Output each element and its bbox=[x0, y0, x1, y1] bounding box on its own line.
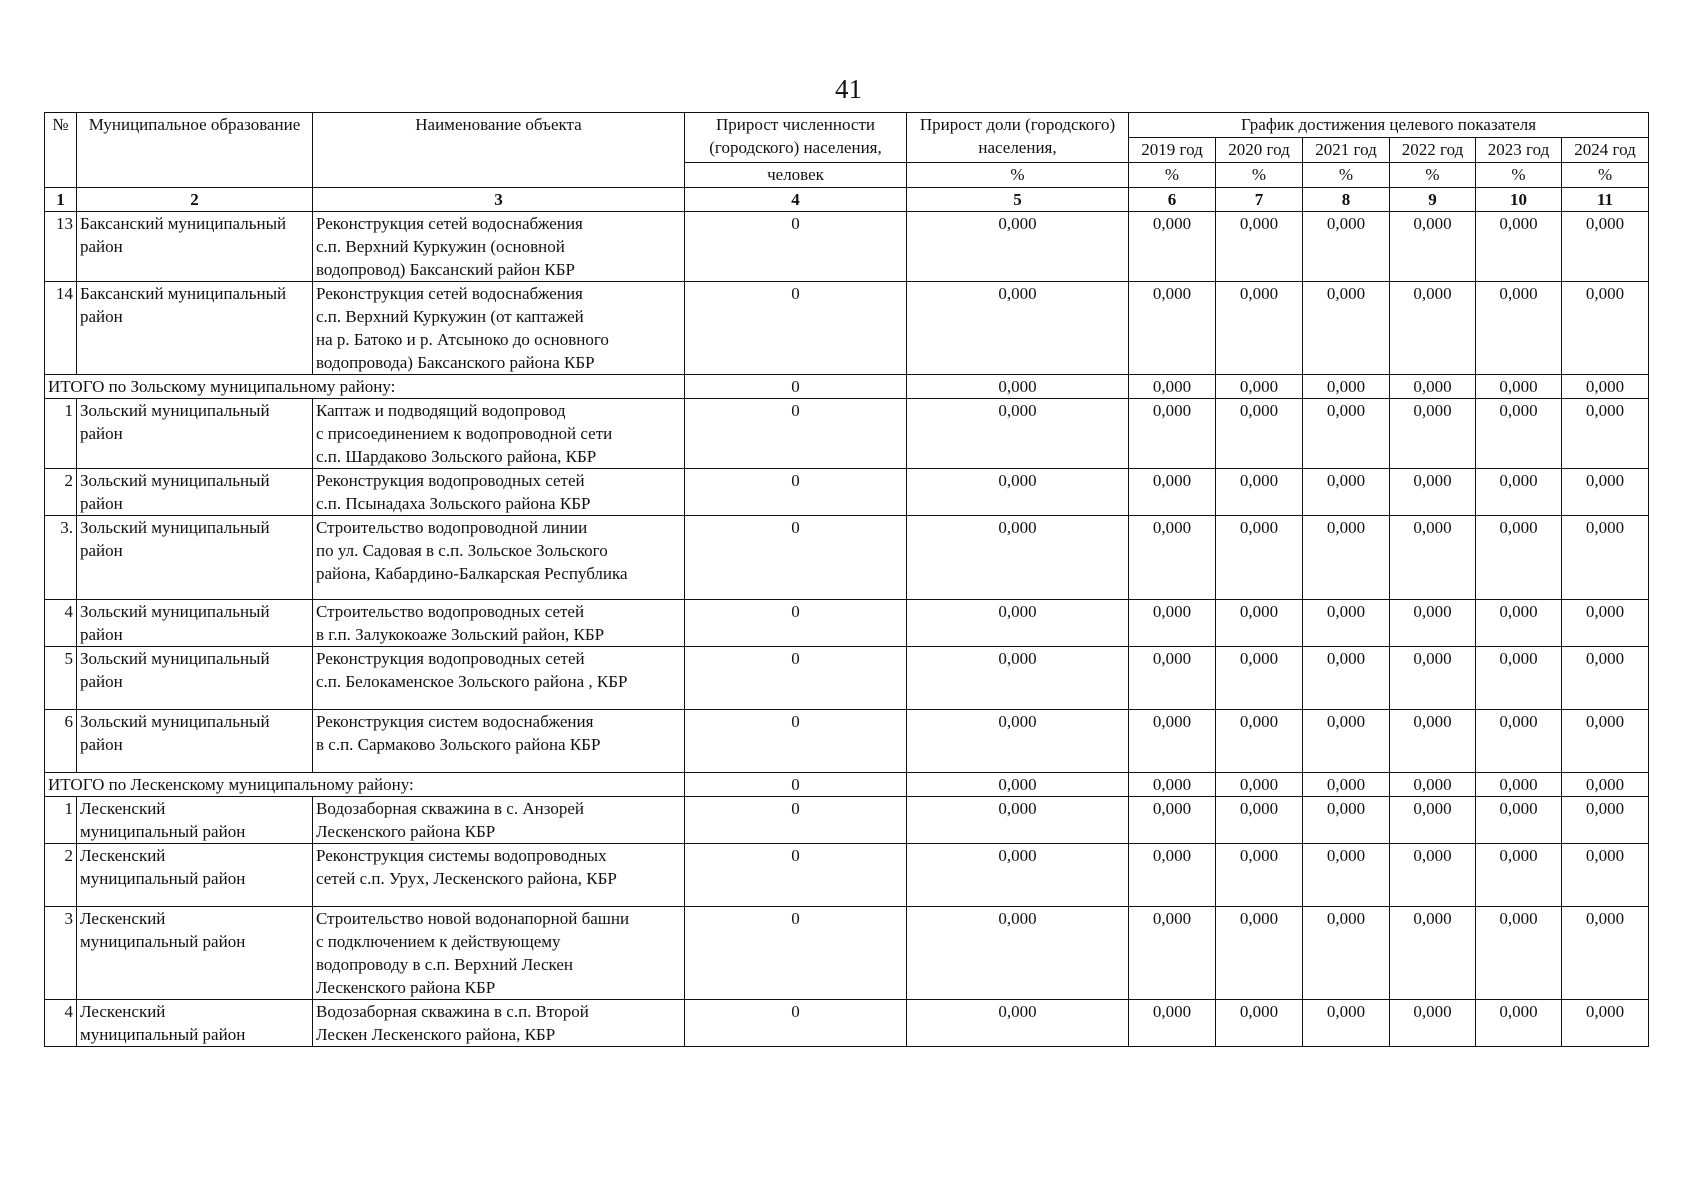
row-number: 4 bbox=[45, 1000, 77, 1047]
table-row bbox=[45, 469, 1649, 516]
table-row bbox=[45, 516, 1649, 600]
object-cell: Строительство новой водонапорной башни с подключением к действующему водопроводу в с.п. Верхний Лескен Лескенского района КБР bbox=[313, 907, 685, 1000]
header-year-unit: % bbox=[1129, 163, 1216, 188]
share-cell: 0,000 bbox=[907, 710, 1129, 773]
header-population-growth: Прирост численности (городского) населения, bbox=[685, 113, 907, 163]
header-year: 2020 год bbox=[1216, 138, 1303, 163]
row-number: 1 bbox=[45, 399, 77, 469]
header-year-unit: % bbox=[1476, 163, 1562, 188]
row-number: 2 bbox=[45, 469, 77, 516]
year-value-cell: 0,000 bbox=[1476, 516, 1562, 600]
row-number: 2 bbox=[45, 844, 77, 907]
year-value-cell: 0,000 bbox=[1303, 600, 1390, 647]
header-schedule: График достижения целевого показателя bbox=[1129, 113, 1649, 138]
year-value-cell: 0,000 bbox=[1216, 907, 1303, 1000]
header-year: 2021 год bbox=[1303, 138, 1390, 163]
total-row bbox=[45, 773, 1649, 797]
object-cell: Строительство водопроводных сетей в г.п. Залукокоаже Зольский район, КБР bbox=[313, 600, 685, 647]
table-row bbox=[45, 844, 1649, 907]
year-value-cell: 0,000 bbox=[1476, 797, 1562, 844]
year-value-cell: 0,000 bbox=[1129, 647, 1216, 710]
row-number: 13 bbox=[45, 212, 77, 282]
year-value-cell: 0,000 bbox=[1129, 844, 1216, 907]
row-number: 3 bbox=[45, 907, 77, 1000]
year-value-cell: 0,000 bbox=[1390, 600, 1476, 647]
year-value-cell: 0,000 bbox=[1216, 399, 1303, 469]
year-value-cell: 0,000 bbox=[1476, 647, 1562, 710]
year-value-cell: 0,000 bbox=[1562, 600, 1649, 647]
year-value-cell: 0,000 bbox=[1303, 710, 1390, 773]
municipality-cell: Зольский муниципальный район bbox=[77, 516, 313, 600]
total-label: ИТОГО по Зольскому муниципальному району: bbox=[45, 375, 685, 399]
year-value-cell: 0,000 bbox=[1303, 907, 1390, 1000]
year-value-cell: 0,000 bbox=[1476, 375, 1562, 399]
year-value-cell: 0,000 bbox=[1476, 844, 1562, 907]
header-year: 2019 год bbox=[1129, 138, 1216, 163]
object-cell: Строительство водопроводной линии по ул. Садовая в с.п. Зольское Зольского района, Кабардино-Балкарская Республика bbox=[313, 516, 685, 600]
year-value-cell: 0,000 bbox=[1129, 773, 1216, 797]
object-cell: Реконструкция систем водоснабжения в с.п. Сармаково Зольского района КБР bbox=[313, 710, 685, 773]
column-number: 4 bbox=[685, 188, 907, 212]
year-value-cell: 0,000 bbox=[1390, 773, 1476, 797]
population-cell: 0 bbox=[685, 710, 907, 773]
year-value-cell: 0,000 bbox=[1216, 647, 1303, 710]
population-cell: 0 bbox=[685, 647, 907, 710]
column-number: 8 bbox=[1303, 188, 1390, 212]
year-value-cell: 0,000 bbox=[1129, 399, 1216, 469]
population-cell: 0 bbox=[685, 1000, 907, 1047]
object-cell: Каптаж и подводящий водопровод с присоединением к водопроводной сети с.п. Шардаково Зольского района, КБР bbox=[313, 399, 685, 469]
year-value-cell: 0,000 bbox=[1476, 600, 1562, 647]
year-value-cell: 0,000 bbox=[1390, 212, 1476, 282]
object-cell: Водозаборная скважина в с.п. Второй Лескен Лескенского района, КБР bbox=[313, 1000, 685, 1047]
population-cell: 0 bbox=[685, 399, 907, 469]
header-year-unit: % bbox=[1390, 163, 1476, 188]
population-cell: 0 bbox=[685, 282, 907, 375]
year-value-cell: 0,000 bbox=[1216, 1000, 1303, 1047]
header-year-unit: % bbox=[1303, 163, 1390, 188]
header-num: № bbox=[45, 113, 77, 188]
year-value-cell: 0,000 bbox=[1390, 375, 1476, 399]
year-value-cell: 0,000 bbox=[1390, 282, 1476, 375]
header-share-unit: % bbox=[907, 163, 1129, 188]
share-cell: 0,000 bbox=[907, 212, 1129, 282]
total-label: ИТОГО по Лескенскому муниципальному району: bbox=[45, 773, 685, 797]
year-value-cell: 0,000 bbox=[1303, 647, 1390, 710]
population-cell: 0 bbox=[685, 797, 907, 844]
year-value-cell: 0,000 bbox=[1390, 516, 1476, 600]
year-value-cell: 0,000 bbox=[1129, 600, 1216, 647]
municipality-cell: Зольский муниципальный район bbox=[77, 399, 313, 469]
column-number: 9 bbox=[1390, 188, 1476, 212]
year-value-cell: 0,000 bbox=[1390, 469, 1476, 516]
municipality-cell: Зольский муниципальный район bbox=[77, 600, 313, 647]
table-row bbox=[45, 710, 1649, 773]
header-population-unit: человек bbox=[685, 163, 907, 188]
total-population: 0 bbox=[685, 375, 907, 399]
share-cell: 0,000 bbox=[907, 844, 1129, 907]
year-value-cell: 0,000 bbox=[1476, 399, 1562, 469]
municipality-cell: Зольский муниципальный район bbox=[77, 647, 313, 710]
year-value-cell: 0,000 bbox=[1476, 1000, 1562, 1047]
header-year: 2023 год bbox=[1476, 138, 1562, 163]
year-value-cell: 0,000 bbox=[1129, 1000, 1216, 1047]
share-cell: 0,000 bbox=[907, 516, 1129, 600]
table-body bbox=[45, 212, 1649, 1047]
page-number: 41 bbox=[835, 74, 862, 104]
year-value-cell: 0,000 bbox=[1303, 797, 1390, 844]
table-row bbox=[45, 907, 1649, 1000]
year-value-cell: 0,000 bbox=[1303, 844, 1390, 907]
year-value-cell: 0,000 bbox=[1476, 710, 1562, 773]
year-value-cell: 0,000 bbox=[1390, 844, 1476, 907]
year-value-cell: 0,000 bbox=[1476, 907, 1562, 1000]
header-year-unit: % bbox=[1562, 163, 1649, 188]
header-object: Наименование объекта bbox=[313, 113, 685, 188]
header-municipality: Муниципальное образование bbox=[77, 113, 313, 188]
column-number: 3 bbox=[313, 188, 685, 212]
table-row bbox=[45, 399, 1649, 469]
year-value-cell: 0,000 bbox=[1562, 375, 1649, 399]
year-value-cell: 0,000 bbox=[1390, 797, 1476, 844]
year-value-cell: 0,000 bbox=[1476, 282, 1562, 375]
share-cell: 0,000 bbox=[907, 647, 1129, 710]
share-cell: 0,000 bbox=[907, 907, 1129, 1000]
year-value-cell: 0,000 bbox=[1303, 1000, 1390, 1047]
year-value-cell: 0,000 bbox=[1216, 797, 1303, 844]
year-value-cell: 0,000 bbox=[1476, 212, 1562, 282]
share-cell: 0,000 bbox=[907, 797, 1129, 844]
population-cell: 0 bbox=[685, 469, 907, 516]
table-row bbox=[45, 1000, 1649, 1047]
year-value-cell: 0,000 bbox=[1129, 516, 1216, 600]
total-population: 0 bbox=[685, 773, 907, 797]
year-value-cell: 0,000 bbox=[1303, 212, 1390, 282]
total-row bbox=[45, 375, 1649, 399]
table-row bbox=[45, 600, 1649, 647]
year-value-cell: 0,000 bbox=[1216, 516, 1303, 600]
object-cell: Реконструкция водопроводных сетей с.п. Белокаменское Зольского района , КБР bbox=[313, 647, 685, 710]
column-number: 5 bbox=[907, 188, 1129, 212]
population-cell: 0 bbox=[685, 516, 907, 600]
share-cell: 0,000 bbox=[907, 600, 1129, 647]
year-value-cell: 0,000 bbox=[1562, 399, 1649, 469]
object-cell: Реконструкция системы водопроводных сетей с.п. Урух, Лескенского района, КБР bbox=[313, 844, 685, 907]
year-value-cell: 0,000 bbox=[1390, 710, 1476, 773]
year-value-cell: 0,000 bbox=[1129, 282, 1216, 375]
table-row bbox=[45, 282, 1649, 375]
column-number: 7 bbox=[1216, 188, 1303, 212]
year-value-cell: 0,000 bbox=[1216, 773, 1303, 797]
year-value-cell: 0,000 bbox=[1303, 399, 1390, 469]
row-number: 4 bbox=[45, 600, 77, 647]
target-indicator-table bbox=[44, 112, 1649, 1047]
year-value-cell: 0,000 bbox=[1390, 399, 1476, 469]
year-value-cell: 0,000 bbox=[1562, 1000, 1649, 1047]
header-year: 2024 год bbox=[1562, 138, 1649, 163]
table-header bbox=[45, 113, 1649, 212]
year-value-cell: 0,000 bbox=[1129, 907, 1216, 1000]
population-cell: 0 bbox=[685, 600, 907, 647]
municipality-cell: Зольский муниципальный район bbox=[77, 710, 313, 773]
share-cell: 0,000 bbox=[907, 469, 1129, 516]
row-number: 3. bbox=[45, 516, 77, 600]
year-value-cell: 0,000 bbox=[1303, 282, 1390, 375]
total-share: 0,000 bbox=[907, 375, 1129, 399]
column-number: 11 bbox=[1562, 188, 1649, 212]
year-value-cell: 0,000 bbox=[1303, 516, 1390, 600]
column-number: 2 bbox=[77, 188, 313, 212]
share-cell: 0,000 bbox=[907, 399, 1129, 469]
year-value-cell: 0,000 bbox=[1476, 469, 1562, 516]
table-row bbox=[45, 797, 1649, 844]
header-year: 2022 год bbox=[1390, 138, 1476, 163]
object-cell: Водозаборная скважина в с. Анзорей Лескенского района КБР bbox=[313, 797, 685, 844]
year-value-cell: 0,000 bbox=[1562, 710, 1649, 773]
year-value-cell: 0,000 bbox=[1562, 282, 1649, 375]
object-cell: Реконструкция сетей водоснабжения с.п. Верхний Куркужин (основной водопровод) Баксанский район КБР bbox=[313, 212, 685, 282]
row-number: 14 bbox=[45, 282, 77, 375]
row-number: 6 bbox=[45, 710, 77, 773]
year-value-cell: 0,000 bbox=[1303, 375, 1390, 399]
year-value-cell: 0,000 bbox=[1562, 212, 1649, 282]
share-cell: 0,000 bbox=[907, 1000, 1129, 1047]
municipality-cell: Баксанский муниципальный район bbox=[77, 282, 313, 375]
row-number: 1 bbox=[45, 797, 77, 844]
municipality-cell: Лескенский муниципальный район bbox=[77, 1000, 313, 1047]
population-cell: 0 bbox=[685, 212, 907, 282]
year-value-cell: 0,000 bbox=[1562, 469, 1649, 516]
year-value-cell: 0,000 bbox=[1129, 710, 1216, 773]
year-value-cell: 0,000 bbox=[1562, 647, 1649, 710]
year-value-cell: 0,000 bbox=[1216, 844, 1303, 907]
municipality-cell: Лескенский муниципальный район bbox=[77, 844, 313, 907]
population-cell: 0 bbox=[685, 907, 907, 1000]
column-numbers-row bbox=[45, 188, 1649, 212]
year-value-cell: 0,000 bbox=[1129, 469, 1216, 516]
year-value-cell: 0,000 bbox=[1303, 773, 1390, 797]
year-value-cell: 0,000 bbox=[1216, 375, 1303, 399]
year-value-cell: 0,000 bbox=[1216, 600, 1303, 647]
year-value-cell: 0,000 bbox=[1562, 773, 1649, 797]
year-value-cell: 0,000 bbox=[1562, 844, 1649, 907]
header-year-unit: % bbox=[1216, 163, 1303, 188]
year-value-cell: 0,000 bbox=[1390, 647, 1476, 710]
year-value-cell: 0,000 bbox=[1129, 212, 1216, 282]
municipality-cell: Лескенский муниципальный район bbox=[77, 797, 313, 844]
table-row bbox=[45, 647, 1649, 710]
population-cell: 0 bbox=[685, 844, 907, 907]
municipality-cell: Баксанский муниципальный район bbox=[77, 212, 313, 282]
year-value-cell: 0,000 bbox=[1129, 797, 1216, 844]
municipality-cell: Лескенский муниципальный район bbox=[77, 907, 313, 1000]
year-value-cell: 0,000 bbox=[1303, 469, 1390, 516]
column-number: 6 bbox=[1129, 188, 1216, 212]
year-value-cell: 0,000 bbox=[1129, 375, 1216, 399]
year-value-cell: 0,000 bbox=[1390, 1000, 1476, 1047]
year-value-cell: 0,000 bbox=[1562, 797, 1649, 844]
total-share: 0,000 bbox=[907, 773, 1129, 797]
year-value-cell: 0,000 bbox=[1216, 469, 1303, 516]
table-row bbox=[45, 212, 1649, 282]
column-number: 10 bbox=[1476, 188, 1562, 212]
year-value-cell: 0,000 bbox=[1390, 907, 1476, 1000]
year-value-cell: 0,000 bbox=[1562, 907, 1649, 1000]
year-value-cell: 0,000 bbox=[1216, 282, 1303, 375]
year-value-cell: 0,000 bbox=[1216, 212, 1303, 282]
column-number: 1 bbox=[45, 188, 77, 212]
header-share-growth: Прирост доли (городского) населения, bbox=[907, 113, 1129, 163]
object-cell: Реконструкция сетей водоснабжения с.п. Верхний Куркужин (от каптажей на р. Батоко и р. Атсыноко до основного водопровода) Баксанского района КБР bbox=[313, 282, 685, 375]
year-value-cell: 0,000 bbox=[1216, 710, 1303, 773]
object-cell: Реконструкция водопроводных сетей с.п. Псынадаха Зольского района КБР bbox=[313, 469, 685, 516]
row-number: 5 bbox=[45, 647, 77, 710]
year-value-cell: 0,000 bbox=[1562, 516, 1649, 600]
municipality-cell: Зольский муниципальный район bbox=[77, 469, 313, 516]
year-value-cell: 0,000 bbox=[1476, 773, 1562, 797]
share-cell: 0,000 bbox=[907, 282, 1129, 375]
